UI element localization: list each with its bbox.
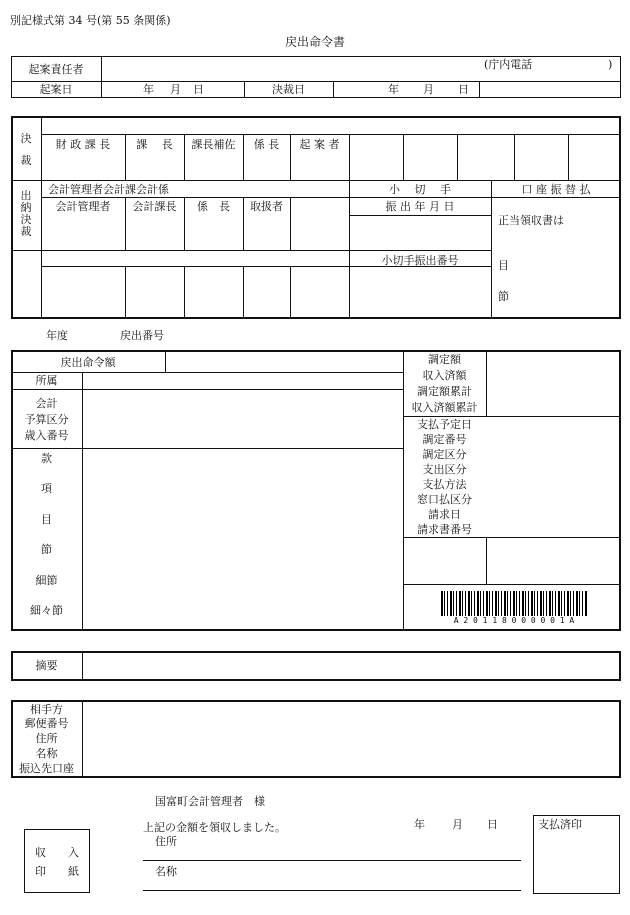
- role-finance-chief: 財 政 課 長: [55, 138, 111, 151]
- divider: [403, 584, 621, 585]
- divider: [457, 134, 458, 180]
- receipt-note: 正当領収書は: [498, 214, 564, 227]
- divider: [486, 537, 487, 584]
- divider: [82, 372, 83, 631]
- setsu-label: 節: [41, 543, 52, 556]
- payment-method-label: 支払方法: [422, 478, 467, 491]
- divider: [514, 134, 515, 180]
- assessed-amount-label: 調定額: [428, 353, 461, 366]
- assessment-number-label: 調定番号: [422, 433, 467, 446]
- claim-date-label: 請求日: [428, 508, 461, 521]
- role-accounting-chief: 会計課長: [132, 200, 177, 213]
- divider: [82, 700, 83, 778]
- draft-month: 月: [170, 83, 181, 96]
- summary-box: [11, 651, 621, 681]
- address-line: [143, 860, 521, 861]
- counter-payment-label: 窓口払区分: [417, 493, 472, 506]
- phone-close: ): [608, 58, 613, 71]
- decision-day: 日: [458, 83, 469, 96]
- divider: [568, 134, 569, 180]
- postal-code-label: 郵便番号: [24, 717, 69, 730]
- divider: [403, 537, 621, 538]
- divider: [479, 81, 480, 98]
- revenue-stamp-label-1: 収 入: [35, 846, 79, 859]
- divider: [243, 266, 244, 319]
- decision-year: 年: [388, 83, 399, 96]
- role-section-chief: 課 長: [136, 138, 173, 151]
- revenue-number-label: 歳入番号: [24, 429, 69, 442]
- cheque-label: 小 切 手: [389, 183, 451, 196]
- role-handler: 取扱者: [250, 200, 283, 213]
- received-amount-label: 収入済額: [422, 369, 467, 382]
- paid-stamp-label: 支払済印: [538, 818, 582, 831]
- divider: [349, 215, 491, 216]
- divider: [11, 180, 621, 181]
- decision-month: 月: [423, 83, 434, 96]
- draft-day: 日: [193, 83, 204, 96]
- revenue-stamp-box: [24, 829, 90, 893]
- divider: [11, 448, 403, 449]
- page-title: 戻出命令書: [284, 35, 345, 49]
- setsu-label: 節: [498, 290, 509, 303]
- role-accounting-manager: 会計管理者: [55, 200, 111, 213]
- received-total-label: 収入済額累計: [411, 401, 478, 414]
- revenue-stamp-label-2: 印 紙: [35, 865, 79, 878]
- receipt-name-label: 名称: [155, 865, 177, 878]
- divider: [486, 350, 487, 416]
- saisetsu-label: 細節: [35, 574, 58, 587]
- divider: [290, 266, 291, 319]
- moku-label: 目: [41, 513, 52, 526]
- refund-number-label: 戻出番号: [120, 329, 164, 342]
- receipt-statement: 上記の金額を領収しました。: [143, 821, 286, 834]
- divider: [82, 651, 83, 681]
- divider: [491, 180, 492, 319]
- refund-amount-label: 戻出命令額: [60, 356, 116, 369]
- divider: [11, 250, 491, 251]
- name-label: 名称: [35, 747, 58, 760]
- expenditure-class-label: 支出区分: [422, 463, 467, 476]
- receipt-address-label: 住所: [155, 835, 177, 848]
- divider: [41, 197, 621, 198]
- payment-date-label: 支払予定日: [417, 418, 472, 431]
- divider: [41, 134, 621, 135]
- suito-group-label: 会計管理者会計課会計係: [48, 183, 169, 196]
- divider: [11, 389, 403, 390]
- divider: [11, 81, 621, 82]
- fiscal-year-label: 年度: [46, 329, 68, 342]
- summary-label: 摘要: [35, 659, 58, 672]
- receipt-month: 月: [452, 818, 463, 831]
- assessed-total-label: 調定額累計: [417, 385, 472, 398]
- barcode-image: [441, 591, 587, 616]
- kan-label: 款: [41, 452, 52, 465]
- bank-account-label: 振込先口座: [19, 762, 74, 775]
- order-box: [11, 350, 621, 631]
- divider: [403, 134, 404, 180]
- divider: [290, 197, 291, 250]
- form-reference: 別記様式第 34 号(第 55 条関係): [10, 14, 171, 27]
- receipt-day: 日: [487, 818, 498, 831]
- address-label: 住所: [35, 732, 58, 745]
- addressee: 国富町会計管理者 様: [155, 795, 265, 808]
- role-drafter: 起 案 者: [299, 138, 340, 151]
- divider: [125, 266, 126, 319]
- saisaisetsu-label: 細々節: [30, 604, 63, 617]
- divider: [101, 56, 102, 98]
- suito-label: 出納決裁: [20, 189, 32, 238]
- divider: [403, 416, 621, 417]
- phone-label: (庁内電話: [484, 58, 533, 71]
- invoice-number-label: 請求書番号: [417, 523, 472, 536]
- draft-year: 年: [143, 83, 154, 96]
- receipt-year: 年: [414, 818, 425, 831]
- name-line: [143, 890, 521, 891]
- budget-class-label: 予算区分: [24, 413, 69, 426]
- department-label: 所属: [35, 374, 58, 387]
- divider: [11, 372, 403, 373]
- moku-label: 目: [498, 259, 509, 272]
- cheque-number-label: 小切手振出番号: [381, 254, 459, 267]
- assessment-class-label: 調定区分: [422, 448, 467, 461]
- kou-label: 項: [41, 482, 52, 495]
- divider: [349, 134, 350, 319]
- decision-date-label: 決裁日: [272, 83, 305, 96]
- cheque-date-label: 振 出 年 月 日: [385, 200, 455, 213]
- divider: [184, 266, 185, 319]
- responsible-label: 起案責任者: [28, 63, 84, 76]
- role-deputy-chief: 課長補佐: [191, 138, 236, 151]
- payee-box: [11, 700, 621, 778]
- divider: [333, 81, 334, 98]
- draft-date-label: 起案日: [39, 83, 73, 96]
- transfer-label: 口 座 振 替 払: [521, 183, 591, 196]
- role-subsection-chief: 係 長: [253, 138, 280, 151]
- kessai-label: 決裁: [20, 132, 32, 167]
- barcode-text: A 2 0 1 1 8 0 0 0 0 0 1 A: [453, 616, 575, 625]
- divider: [165, 350, 166, 372]
- payee-label: 相手方: [30, 703, 63, 716]
- role-clerk-chief: 係 長: [197, 200, 230, 213]
- account-label: 会計: [35, 397, 58, 410]
